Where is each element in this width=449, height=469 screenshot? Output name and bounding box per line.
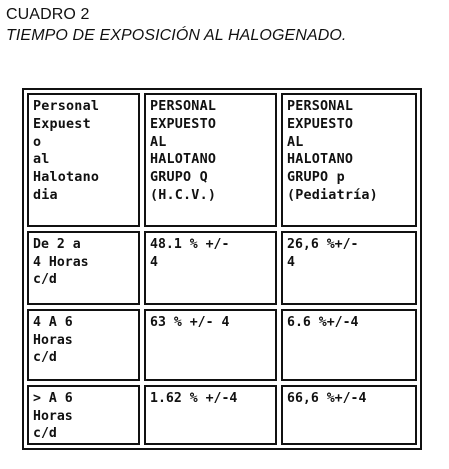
- table-row-2-grupo-p-value: 6.6 %+/-4: [281, 309, 417, 381]
- table-row-1-label: De 2 a 4 Horas c/d: [27, 231, 140, 305]
- table-header-cell-grupo-p: PERSONAL EXPUESTO AL HALOTANO GRUPO p (Pediatría): [281, 93, 417, 227]
- table-row-3-grupo-q-value: 1.62 % +/-4: [144, 385, 277, 445]
- table-header-cell-personal-dia: Personal Expuest o al Halotano dia: [27, 93, 140, 227]
- table-row-1-grupo-q-value: 48.1 % +/- 4: [144, 231, 277, 305]
- table-header-cell-grupo-q: PERSONAL EXPUESTO AL HALOTANO GRUPO Q (H.C.V.): [144, 93, 277, 227]
- table-row-1-grupo-p-value: 26,6 %+/- 4: [281, 231, 417, 305]
- table-row-3-label: > A 6 Horas c/d: [27, 385, 140, 445]
- table-row-2-label: 4 A 6 Horas c/d: [27, 309, 140, 381]
- table-row-2-grupo-q-value: 63 % +/- 4: [144, 309, 277, 381]
- table-title: TIEMPO DE EXPOSICIÓN AL HALOGENADO.: [6, 27, 347, 45]
- document-heading: [6, 6, 346, 46]
- exposure-table: [22, 88, 422, 450]
- table-caption-label: CUADRO 2: [6, 6, 90, 23]
- table-row-3-grupo-p-value: 66,6 %+/-4: [281, 385, 417, 445]
- exposure-table-grid: [27, 93, 417, 445]
